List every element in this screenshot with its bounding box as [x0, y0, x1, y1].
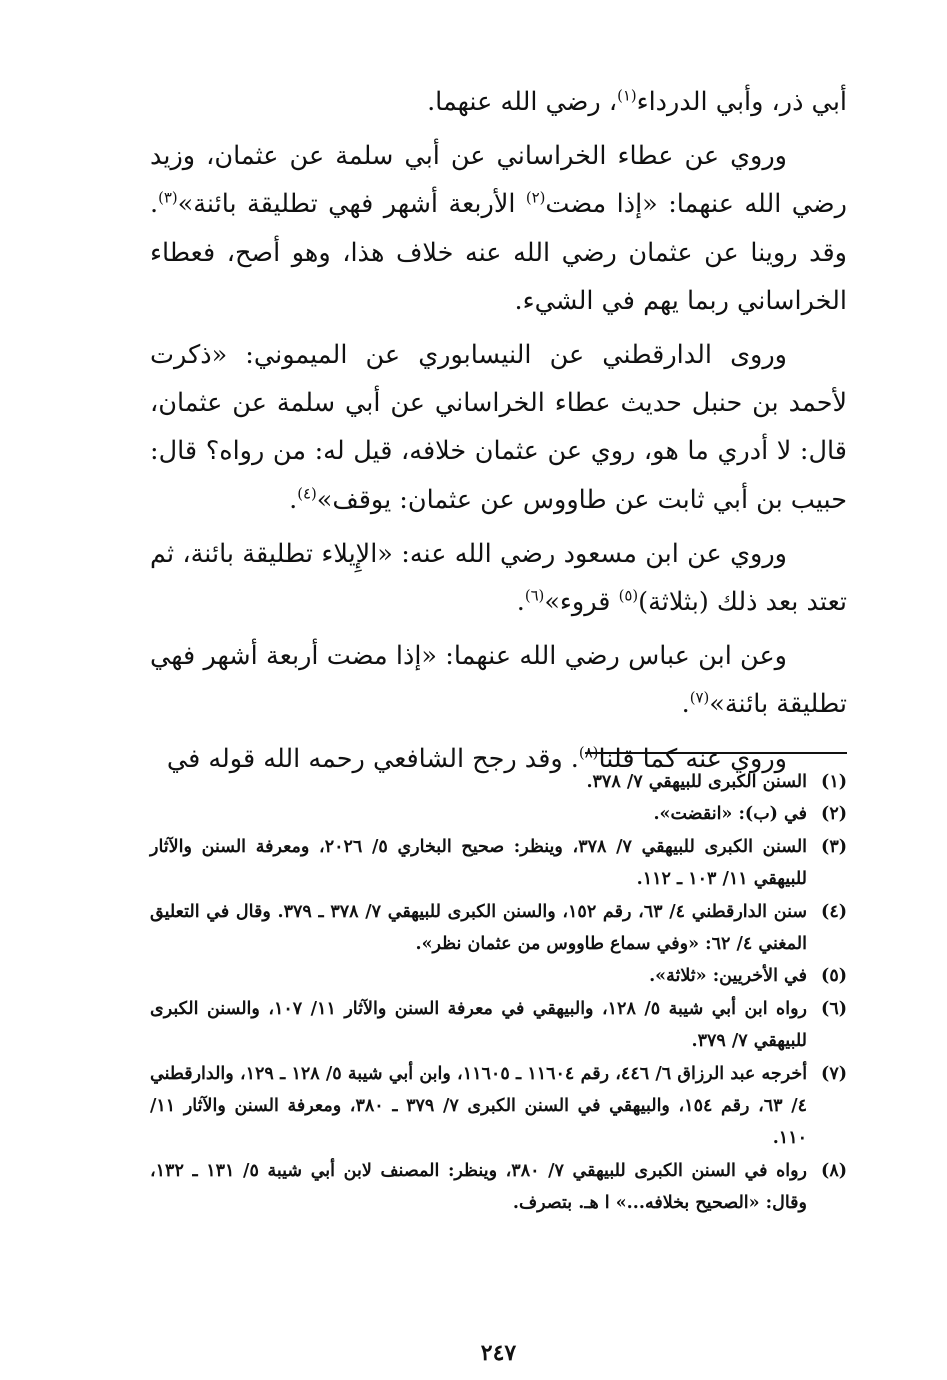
- footnote-number: (١): [821, 772, 847, 792]
- footnote-ref: (١): [617, 87, 637, 105]
- footnote-text: أخرجه عبد الرزاق ٦/ ٤٤٦، رقم ١١٦٠٤ ـ ١١٦٠٥، وابن أبي شيبة ٥/ ١٢٨ ـ ١٢٩، والدارقطني ٤/ ٦٣، رقم ١٥٤، والبيهقي في السنن الكبرى ٧/ ٣٧٩ ـ ٣٨٠، ومعرفة السنن والآثار ١١/ ١١٠.: [150, 1063, 808, 1149]
- footnote: [150, 1155, 847, 1220]
- paragraph: [150, 132, 847, 325]
- text-run: أبي ذر، وأبي الدرداء: [636, 87, 847, 117]
- text-run: . وقد رجح الشافعي رحمه الله قوله في: [166, 743, 579, 774]
- footnote: [150, 960, 847, 992]
- footnote: [150, 798, 847, 830]
- paragraph: [150, 530, 847, 626]
- footnote-ref: (٨): [578, 744, 599, 762]
- footnote-ref: (٧): [689, 689, 710, 707]
- footnote-number: (٧): [821, 1063, 847, 1084]
- paragraph: [150, 78, 847, 126]
- footnote: [150, 766, 847, 798]
- footnote-ref: (٢): [525, 189, 546, 207]
- footnote-ref: (٦): [524, 587, 545, 605]
- footnote-number: (٢): [821, 804, 847, 825]
- text-run: . وقد روينا عن عثمان رضي الله عنه خلاف هذا، وهو أصح، فعطاء الخراساني ربما يهم في الشيء.: [150, 189, 847, 316]
- text-run: وروي عن عطاء الخراساني عن أبي سلمة عن عثمان، وزيد رضي الله عنهما: «إذا مضت: [150, 141, 847, 220]
- paragraph: [150, 331, 847, 524]
- text-run: ، رضي الله عنهما.: [427, 87, 618, 117]
- footnote-text: في (ب): «انقضت».: [653, 804, 807, 825]
- text-run: .: [516, 587, 525, 618]
- footnotes: [150, 766, 847, 1220]
- text-run: قروء»: [544, 587, 619, 618]
- book-page: [150, 78, 847, 1366]
- text-run: وعن ابن عباس رضي الله عنهما: «إذا مضت أربعة أشهر فهي تطليقة بائنة»: [150, 641, 847, 720]
- text-run: وروي عن ابن مسعود رضي الله عنه: «الإِيلاء تطليقة بائنة، ثم تعتد بعد ذلك (بثلاثة): [150, 538, 847, 618]
- footnote-number: (٨): [821, 1160, 847, 1181]
- footnote: [150, 831, 847, 896]
- footnote-text: رواه ابن أبي شيبة ٥/ ١٢٨، والبيهقي في معرفة السنن والآثار ١١/ ١٠٧، والسنن الكبرى للبيهقي ٧/ ٣٧٩.: [150, 998, 807, 1052]
- text-run: .: [289, 484, 298, 515]
- footnote: [150, 993, 847, 1058]
- footnote-text: سنن الدارقطني ٤/ ٦٣، رقم ١٥٢، والسنن الكبرى للبيهقي ٧/ ٣٧٨ ـ ٣٧٩. وقال في التعليق المغني ٤/ ٦٢: «وفي سماع طاووس من عثمان نظر».: [150, 901, 808, 955]
- footnote: [150, 1058, 847, 1155]
- footnote: [150, 896, 847, 961]
- footnote-number: (٦): [821, 998, 847, 1019]
- footnote-text: السنن الكبرى للبيهقي ٧/ ٣٧٨، وينظر: صحيح البخاري ٥/ ٢٠٢٦، ومعرفة السنن والآثار للبيهقي ١١/ ١٠٣ ـ ١١٢.: [150, 836, 808, 890]
- text-run: الأربعة أشهر فهي تطليقة بائنة»: [177, 189, 526, 220]
- footnote-ref: (٥): [618, 587, 639, 605]
- main-text: [150, 78, 847, 783]
- text-run: وروى الدارقطني عن النيسابوري عن الميموني: «ذكرت لأحمد بن حنبل حديث عطاء الخراساني عن أبي سلمة عن عثمان، قال: لا أدري ما هو، روي عن عثمان خلافه، قيل له: من رواه؟ قال: حبيب بن أبي ثابت عن طاووس عن عثمان: يوقف»: [150, 340, 847, 515]
- text-run: وروي عنه كما قلنا: [598, 743, 787, 774]
- page-number: ٢٤٧: [480, 1340, 517, 1366]
- text-run: .: [681, 689, 690, 720]
- footnote-text: رواه في السنن الكبرى للبيهقي ٧/ ٣٨٠، وينظر: المصنف لابن أبي شيبة ٥/ ١٣١ ـ ١٣٢، وقال: «الصحيح بخلافه...» ا هـ. بتصرف.: [150, 1160, 808, 1214]
- paragraph: [150, 632, 847, 728]
- footnote-number: (٤): [821, 901, 847, 922]
- footnote-number: (٥): [821, 966, 847, 987]
- footnote-text: السنن الكبرى للبيهقي ٧/ ٣٧٨.: [586, 772, 807, 792]
- footnote-text: في الأخريين: «ثلاثة».: [649, 966, 807, 987]
- footnote-ref: (٣): [158, 189, 178, 207]
- footnote-divider: [585, 752, 847, 754]
- footnote-number: (٣): [821, 836, 847, 857]
- footnote-ref: (٤): [297, 485, 317, 503]
